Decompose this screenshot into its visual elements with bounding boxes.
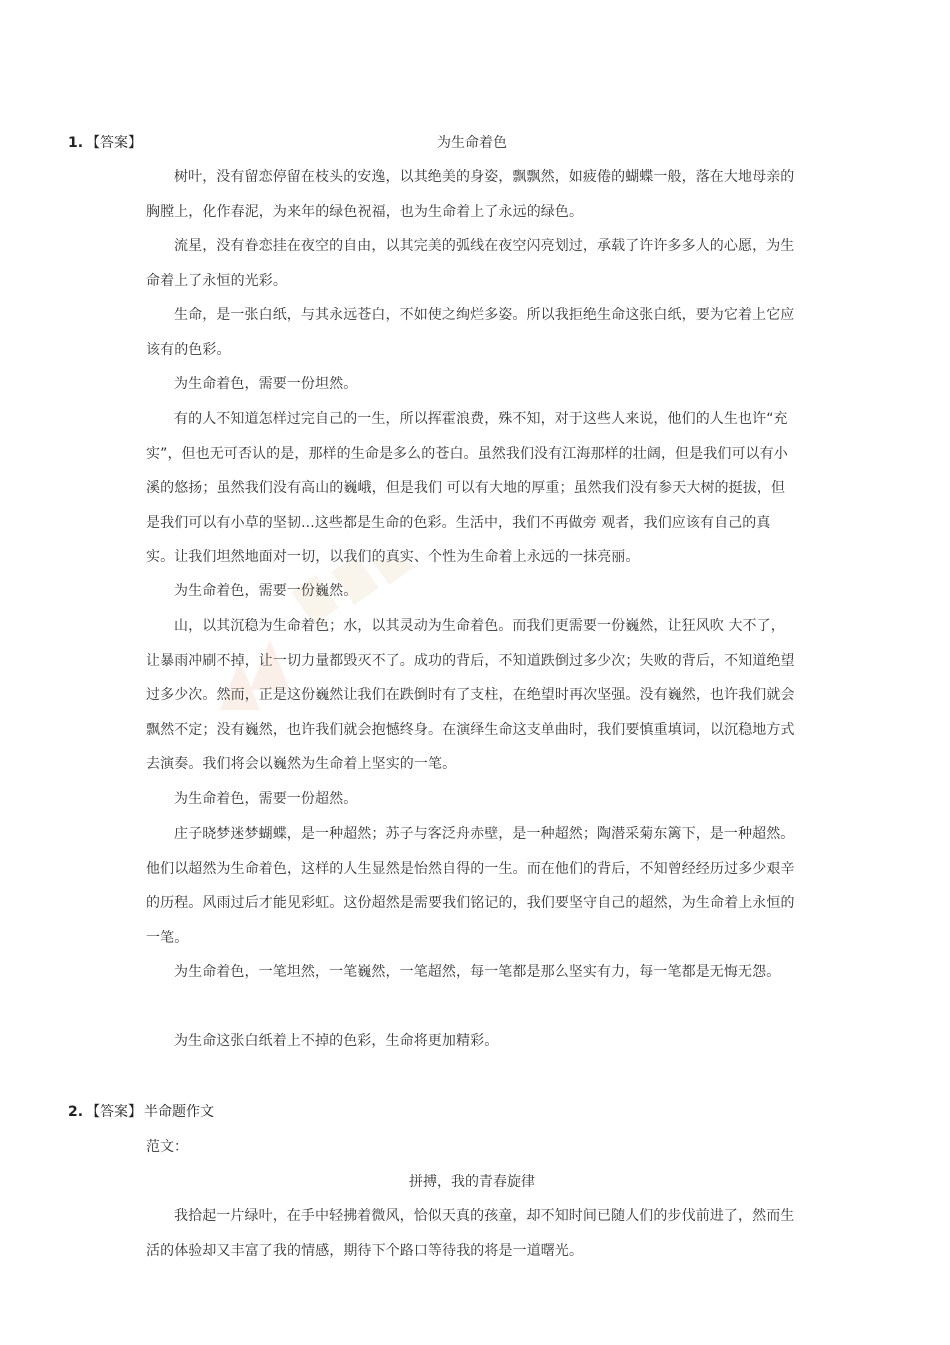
essay-paragraph: 为生命着色，需要一份坦然。 — [174, 376, 358, 392]
essay-paragraph: 为生命着色，一笔坦然，一笔巍然，一笔超然，每一笔都是那么坚实有力，每一笔都是无悔无怨。 — [174, 964, 781, 980]
essay-paragraph: 为生命着色，需要一份超然。 — [174, 791, 358, 807]
essay-paragraph: 有的人不知道怎样过完自己的一生，所以挥霍浪费，殊不知，对于这些人来说，他们的人生也许“充实”，但也无可否认的是，那样的生命是多么的苍白。虽然我们没有江海那样的壮阔，但是我们可以有小溪的悠扬；虽然我们没有高山的巍峨，但是我们 可以有大地的厚重；虽然我们没有参天大树的挺拔，但是我们可以有小草的坚韧...这些都是生命的色彩。生活中，我们不再做旁 观者，我们应该有自己的真实。让我们坦然地面对一切，以我们的真实、个性为生命着上永远的一抹亮丽。 — [146, 411, 788, 565]
question-number: 2. — [68, 1104, 84, 1120]
answer-type: 半命题作文 — [144, 1104, 214, 1120]
essay-paragraph: 为生命这张白纸着上不掉的色彩，生命将更加精彩。 — [174, 1033, 499, 1049]
essay-title: 拼搏，我的青春旋律 — [409, 1174, 535, 1190]
essay-title: 为生命着色 — [437, 135, 507, 151]
answer-label: 【答案】 — [86, 1104, 142, 1120]
essay-paragraph: 生命，是一张白纸，与其永远苍白，不如使之绚烂多姿。所以我拒绝生命这张白纸，要为它着上它应该有的色彩。 — [146, 307, 795, 358]
sample-label: 范文： — [146, 1139, 188, 1155]
essay-paragraph: 树叶，没有留恋停留在枝头的安逸，以其绝美的身姿，飘飘然，如疲倦的蝴蝶一般，落在大地母亲的胸膛上，化作春泥，为来年的绿色祝福，也为生命着上了永远的绿色。 — [146, 169, 795, 220]
question-number: 1. — [68, 135, 84, 151]
answer-label: 【答案】 — [86, 135, 142, 151]
essay-paragraph: 我拾起一片绿叶，在手中轻拂着微风，恰似天真的孩童，却不知时间已随人们的步伐前进了，然而生活的体验却又丰富了我的情感，期待下个路口等待我的将是一道曙光。 — [146, 1208, 795, 1259]
essay-paragraph: 流星，没有眷恋挂在夜空的自由，以其完美的弧线在夜空闪亮划过，承载了许许多多人的心愿，为生命着上了永恒的光彩。 — [146, 238, 795, 289]
essay-paragraph: 山，以其沉稳为生命着色；水，以其灵动为生命着色。而我们更需要一份巍然，让狂风吹 大不了，让暴雨冲刷不掉，让一切力量都毁灭不了。成功的背后，不知道跌倒过多少次；失败的背后，不知道绝望过多少次。然而，正是这份巍然让我们在跌倒时有了支柱，在绝望时再次坚强。没有巍然，也许我们就会飘然不定；没有巍然，也许我们就会抱憾终身。在演绎生命这支单曲时，我们要慎重填词，以沉稳地方式去演奏。我们将会以巍然为生命着上坚实的一笔。 — [146, 618, 795, 772]
essay-paragraph: 为生命着色，需要一份巍然。 — [174, 583, 358, 599]
essay-paragraph: 庄子晓梦迷梦蝴蝶，是一种超然；苏子与客泛舟赤壁，是一种超然；陶潜采菊东篱下，是一种超然。他们以超然为生命着色，这样的人生显然是怡然自得的一生。而在他们的背后，不知曾经经历过多少艰辛的历程。风雨过后才能见彩虹。这份超然是需要我们铭记的，我们要坚守自己的超然，为生命着上永恒的一笔。 — [146, 826, 795, 946]
